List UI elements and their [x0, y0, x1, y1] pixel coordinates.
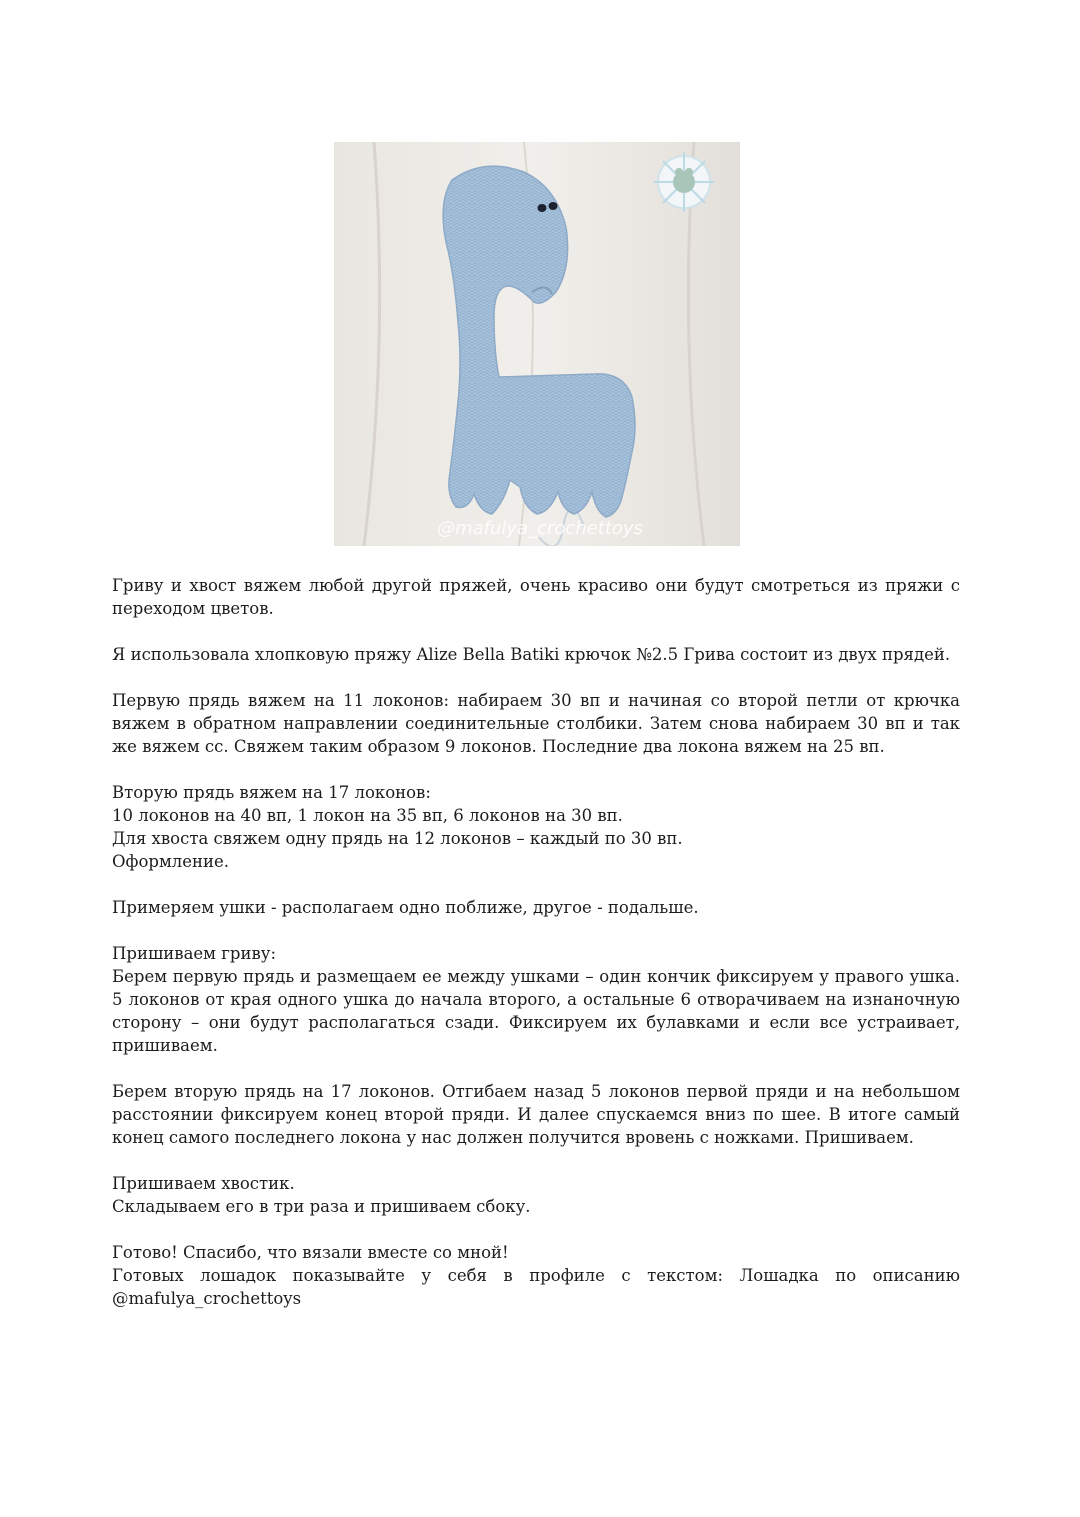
text-line: Первую прядь вяжем на 11 локонов: набираем 30 вп и начиная со второй петли от крючка вяжем в обратном направлении соединительные столбики. Затем снова набираем 30 вп и так же вяжем сс. Свяжем таким образом 9 локонов. Последние два локона вяжем на 25 вп.: [112, 691, 960, 756]
text-line: Берем первую прядь и размещаем ее между ушками – один кончик фиксируем у правого ушка. 5 локонов от края одного ушка до начала второго, а остальные 6 отворачиваем на изнаночную сторону – они будут располагаться сзади. Фиксируем их булавками и если все устраивает, пришиваем.: [112, 967, 960, 1055]
text-line: Гриву и хвост вяжем любой другой пряжей, очень красиво они будут смотреться из пряжи с переходом цветов.: [112, 576, 960, 618]
text-line: 10 локонов на 40 вп, 1 локон на 35 вп, 6 локонов на 30 вп.: [112, 806, 623, 825]
paragraph-tail: [112, 1172, 960, 1218]
text-line: Вторую прядь вяжем на 17 локонов:: [112, 783, 431, 802]
paragraph-second-strand: [112, 781, 960, 873]
text-line: Оформление.: [112, 852, 230, 871]
text-line: Готово! Спасибо, что вязали вместе со мной!: [112, 1243, 509, 1262]
photo-watermark: @mafulya_crochettoys: [437, 518, 643, 539]
text-line: Пришиваем гриву:: [112, 944, 277, 963]
paragraph-sew-mane: [112, 942, 960, 1057]
text-line: Для хвоста свяжем одну прядь на 12 локонов – каждый по 30 вп.: [112, 829, 683, 848]
text-line: Готовых лошадок показывайте у себя в профиле с текстом: Лошадка по описанию @mafulya_crochettoys: [112, 1266, 960, 1308]
crochet-horse-illustration: [334, 142, 740, 546]
toy-photo: [334, 142, 740, 546]
eye-left-icon: [538, 204, 547, 212]
text-line: Я использовала хлопковую пряжу Alize Bella Batiki крючок №2.5 Грива состоит из двух прядей.: [112, 645, 951, 664]
paragraph-finish: [112, 1241, 960, 1310]
watermark-logo-icon: [654, 152, 714, 212]
paragraph-materials: [112, 643, 960, 666]
paragraph-yarn-intro: [112, 574, 960, 620]
text-line: Пришиваем хвостик.: [112, 1174, 295, 1193]
pattern-text: [112, 574, 960, 1333]
text-line: Примеряем ушки - располагаем одно поближе, другое - подальше.: [112, 898, 699, 917]
paragraph-first-strand: [112, 689, 960, 758]
paragraph-ears: [112, 896, 960, 919]
text-line: Складываем его в три раза и пришиваем сбоку.: [112, 1197, 531, 1216]
text-line: Берем вторую прядь на 17 локонов. Отгибаем назад 5 локонов первой пряди и на небольшом расстоянии фиксируем конец второй пряди. И далее спускаемся вниз по шее. В итоге самый конец самого последнего локона у нас должен получится вровень с ножками. Пришиваем.: [112, 1082, 960, 1147]
eye-right-icon: [549, 202, 558, 210]
paragraph-second-strand-sewing: [112, 1080, 960, 1149]
